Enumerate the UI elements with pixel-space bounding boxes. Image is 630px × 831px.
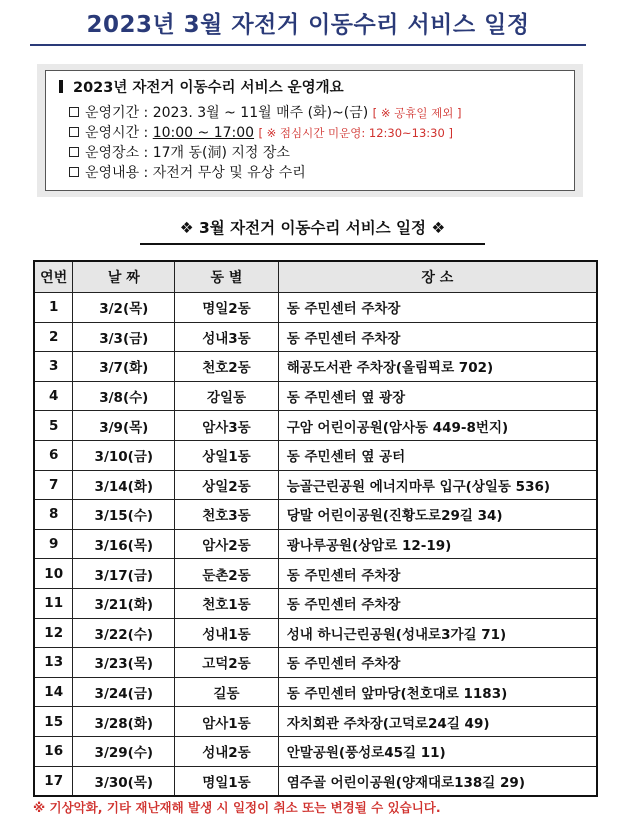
- cell-place: 안말공원(풍성로45길 11): [278, 736, 597, 766]
- cell-place: 동 주민센터 주차장: [278, 648, 597, 678]
- header-date: 날 짜: [73, 261, 175, 293]
- overview-box: [37, 64, 583, 197]
- content-text: 운영내용 : 자전거 무상 및 유상 수리: [85, 165, 306, 181]
- table-row: [34, 707, 597, 737]
- cell-place: 염주골 어린이공원(양재대로138길 29): [278, 766, 597, 796]
- page-title: 2023년 3월 자전거 이동수리 서비스 일정: [30, 8, 586, 46]
- schedule-table: [33, 260, 598, 797]
- hours-value: 10:00 ~ 17:00: [152, 125, 255, 141]
- schedule-title: ❖ 3월 자전거 이동수리 서비스 일정 ❖: [140, 215, 485, 245]
- cell-date: 3/28(화): [73, 707, 175, 737]
- hours-note: [ ※ 점심시간 미운영: 12:30~13:30 ]: [258, 126, 453, 140]
- cell-place: 성내 하니근린공원(성내로3가길 71): [278, 618, 597, 648]
- cell-dong: 암사2동: [175, 529, 279, 559]
- cell-date: 3/21(화): [73, 588, 175, 618]
- cell-dong: 길동: [175, 677, 279, 707]
- cell-no: 4: [34, 381, 73, 411]
- table-row: [34, 440, 597, 470]
- cell-no: 17: [34, 766, 73, 796]
- cell-no: 16: [34, 736, 73, 766]
- cell-place: 구암 어린이공원(암사동 449-8번지): [278, 411, 597, 441]
- header-no: 연번: [34, 261, 73, 293]
- cell-no: 9: [34, 529, 73, 559]
- cell-date: 3/7(화): [73, 352, 175, 382]
- table-row: [34, 470, 597, 500]
- overview-place: [59, 143, 566, 163]
- checkbox-icon: [69, 147, 79, 157]
- cell-no: 3: [34, 352, 73, 382]
- heading-bar-icon: [59, 80, 63, 93]
- period-note: [ ※ 공휴일 제외 ]: [372, 106, 462, 120]
- checkbox-icon: [69, 167, 79, 177]
- header-dong: 동 별: [175, 261, 279, 293]
- footnote: ※ 기상악화, 기타 재난재해 발생 시 일정이 취소 또는 변경될 수 있습니다.: [33, 800, 441, 815]
- cell-date: 3/16(목): [73, 529, 175, 559]
- cell-dong: 성내1동: [175, 618, 279, 648]
- cell-place: 동 주민센터 옆 공터: [278, 440, 597, 470]
- cell-place: 동 주민센터 주차장: [278, 588, 597, 618]
- cell-no: 15: [34, 707, 73, 737]
- cell-dong: 성내3동: [175, 322, 279, 352]
- checkbox-icon: [69, 107, 79, 117]
- cell-dong: 성내2동: [175, 736, 279, 766]
- table-row: [34, 500, 597, 530]
- cell-place: 광나루공원(상암로 12-19): [278, 529, 597, 559]
- table-header-row: [34, 261, 597, 293]
- table-row: [34, 618, 597, 648]
- cell-dong: 천호2동: [175, 352, 279, 382]
- cell-date: 3/30(목): [73, 766, 175, 796]
- cell-date: 3/24(금): [73, 677, 175, 707]
- overview-hours: [59, 123, 566, 143]
- cell-date: 3/17(금): [73, 559, 175, 589]
- cell-no: 14: [34, 677, 73, 707]
- cell-dong: 천호1동: [175, 588, 279, 618]
- cell-date: 3/15(수): [73, 500, 175, 530]
- cell-dong: 암사3동: [175, 411, 279, 441]
- overview-heading: [59, 78, 566, 98]
- table-row: [34, 529, 597, 559]
- cell-place: 당말 어린이공원(진황도로29길 34): [278, 500, 597, 530]
- cell-place: 해공도서관 주차장(올림픽로 702): [278, 352, 597, 382]
- cell-place: 동 주민센터 주차장: [278, 293, 597, 323]
- cell-dong: 암사1동: [175, 707, 279, 737]
- cell-no: 7: [34, 470, 73, 500]
- cell-place: 동 주민센터 주차장: [278, 322, 597, 352]
- table-row: [34, 293, 597, 323]
- cell-place: 동 주민센터 앞마당(천호대로 1183): [278, 677, 597, 707]
- place-text: 운영장소 : 17개 동(洞) 지정 장소: [85, 145, 290, 161]
- cell-place: 동 주민센터 주차장: [278, 559, 597, 589]
- cell-date: 3/22(수): [73, 618, 175, 648]
- cell-dong: 명일2동: [175, 293, 279, 323]
- cell-date: 3/9(목): [73, 411, 175, 441]
- cell-dong: 둔촌2동: [175, 559, 279, 589]
- cell-place: 자치회관 주차장(고덕로24길 49): [278, 707, 597, 737]
- table-row: [34, 559, 597, 589]
- cell-no: 5: [34, 411, 73, 441]
- overview-heading-text: 2023년 자전거 이동수리 서비스 운영개요: [73, 80, 344, 96]
- hours-label: 운영시간 :: [85, 125, 153, 141]
- overview-period: [59, 103, 566, 123]
- cell-no: 11: [34, 588, 73, 618]
- table-row: [34, 648, 597, 678]
- cell-no: 6: [34, 440, 73, 470]
- cell-dong: 고덕2동: [175, 648, 279, 678]
- checkbox-icon: [69, 127, 79, 137]
- cell-place: 동 주민센터 옆 광장: [278, 381, 597, 411]
- table-row: [34, 736, 597, 766]
- table-row: [34, 766, 597, 796]
- cell-date: 3/29(수): [73, 736, 175, 766]
- cell-no: 2: [34, 322, 73, 352]
- period-text: 운영기간 : 2023. 3월 ~ 11월 매주 (화)~(금): [85, 105, 369, 121]
- cell-dong: 천호3동: [175, 500, 279, 530]
- table-row: [34, 322, 597, 352]
- overview-content: [59, 163, 566, 183]
- table-row: [34, 352, 597, 382]
- cell-no: 12: [34, 618, 73, 648]
- cell-no: 13: [34, 648, 73, 678]
- cell-dong: 명일1동: [175, 766, 279, 796]
- cell-date: 3/10(금): [73, 440, 175, 470]
- cell-dong: 강일동: [175, 381, 279, 411]
- header-place: 장 소: [278, 261, 597, 293]
- cell-date: 3/23(목): [73, 648, 175, 678]
- cell-dong: 상일2동: [175, 470, 279, 500]
- cell-date: 3/2(목): [73, 293, 175, 323]
- cell-date: 3/14(화): [73, 470, 175, 500]
- cell-date: 3/8(수): [73, 381, 175, 411]
- cell-date: 3/3(금): [73, 322, 175, 352]
- table-row: [34, 411, 597, 441]
- cell-place: 능골근린공원 에너지마루 입구(상일동 536): [278, 470, 597, 500]
- cell-no: 10: [34, 559, 73, 589]
- cell-no: 8: [34, 500, 73, 530]
- overview-panel: [45, 70, 575, 191]
- cell-no: 1: [34, 293, 73, 323]
- cell-dong: 상일1동: [175, 440, 279, 470]
- table-row: [34, 588, 597, 618]
- table-row: [34, 381, 597, 411]
- table-row: [34, 677, 597, 707]
